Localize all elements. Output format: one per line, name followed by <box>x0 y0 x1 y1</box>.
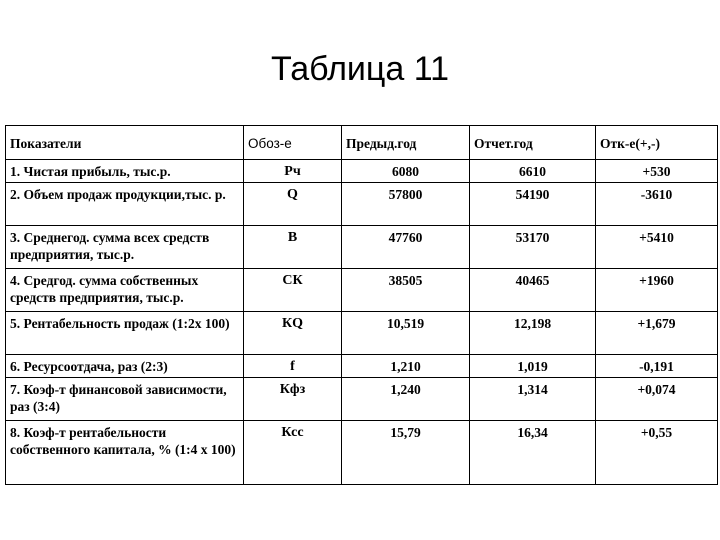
row-symbol: f <box>244 355 342 378</box>
row-symbol: Q <box>244 183 342 226</box>
row-diff: +1,679 <box>596 312 718 355</box>
indicators-table <box>5 125 718 485</box>
row-prev: 6080 <box>342 160 470 183</box>
table-row <box>6 269 718 312</box>
table-row <box>6 421 718 485</box>
table-row <box>6 160 718 183</box>
row-name: 2. Объем продаж продукции,тыс. р. <box>6 183 244 226</box>
row-curr: 1,314 <box>470 378 596 421</box>
header-report-year: Отчет.год <box>470 126 596 160</box>
row-name: 6. Ресурсоотдача, раз (2:3) <box>6 355 244 378</box>
row-diff: +5410 <box>596 226 718 269</box>
row-prev: 15,79 <box>342 421 470 485</box>
row-curr: 40465 <box>470 269 596 312</box>
table-row <box>6 355 718 378</box>
row-curr: 54190 <box>470 183 596 226</box>
row-prev: 1,210 <box>342 355 470 378</box>
row-curr: 1,019 <box>470 355 596 378</box>
header-prev-year: Предыд.год <box>342 126 470 160</box>
row-prev: 10,519 <box>342 312 470 355</box>
row-symbol: СК <box>244 269 342 312</box>
row-curr: 6610 <box>470 160 596 183</box>
header-deviation: Отк-е(+,-) <box>596 126 718 160</box>
row-name: 1. Чистая прибыль, тыс.р. <box>6 160 244 183</box>
row-diff: +0,074 <box>596 378 718 421</box>
row-name: 8. Коэф-т рентабельности собственного капитала, % (1:4 х 100) <box>6 421 244 485</box>
row-diff: +1960 <box>596 269 718 312</box>
row-curr: 12,198 <box>470 312 596 355</box>
header-indicators: Показатели <box>6 126 244 160</box>
row-symbol: В <box>244 226 342 269</box>
row-curr: 16,34 <box>470 421 596 485</box>
table-row <box>6 226 718 269</box>
header-designation: Обоз-е <box>244 126 342 160</box>
table-row <box>6 183 718 226</box>
row-symbol: КQ <box>244 312 342 355</box>
table-row <box>6 378 718 421</box>
row-curr: 53170 <box>470 226 596 269</box>
row-name: 4. Средгод. сумма собственных средств предприятия, тыс.р. <box>6 269 244 312</box>
row-name: 7. Коэф-т финансовой зависимости, раз (3:4) <box>6 378 244 421</box>
row-name: 5. Рентабельность продаж (1:2х 100) <box>6 312 244 355</box>
table-header-row <box>6 126 718 160</box>
page-title: Таблица 11 <box>270 50 450 88</box>
row-diff: -3610 <box>596 183 718 226</box>
row-prev: 38505 <box>342 269 470 312</box>
row-symbol: Рч <box>244 160 342 183</box>
row-name: 3. Среднегод. сумма всех средств предприятия, тыс.р. <box>6 226 244 269</box>
row-prev: 57800 <box>342 183 470 226</box>
row-symbol: Ксс <box>244 421 342 485</box>
row-diff: +530 <box>596 160 718 183</box>
row-diff: -0,191 <box>596 355 718 378</box>
table-row <box>6 312 718 355</box>
row-prev: 1,240 <box>342 378 470 421</box>
row-diff: +0,55 <box>596 421 718 485</box>
row-symbol: Кфз <box>244 378 342 421</box>
row-prev: 47760 <box>342 226 470 269</box>
